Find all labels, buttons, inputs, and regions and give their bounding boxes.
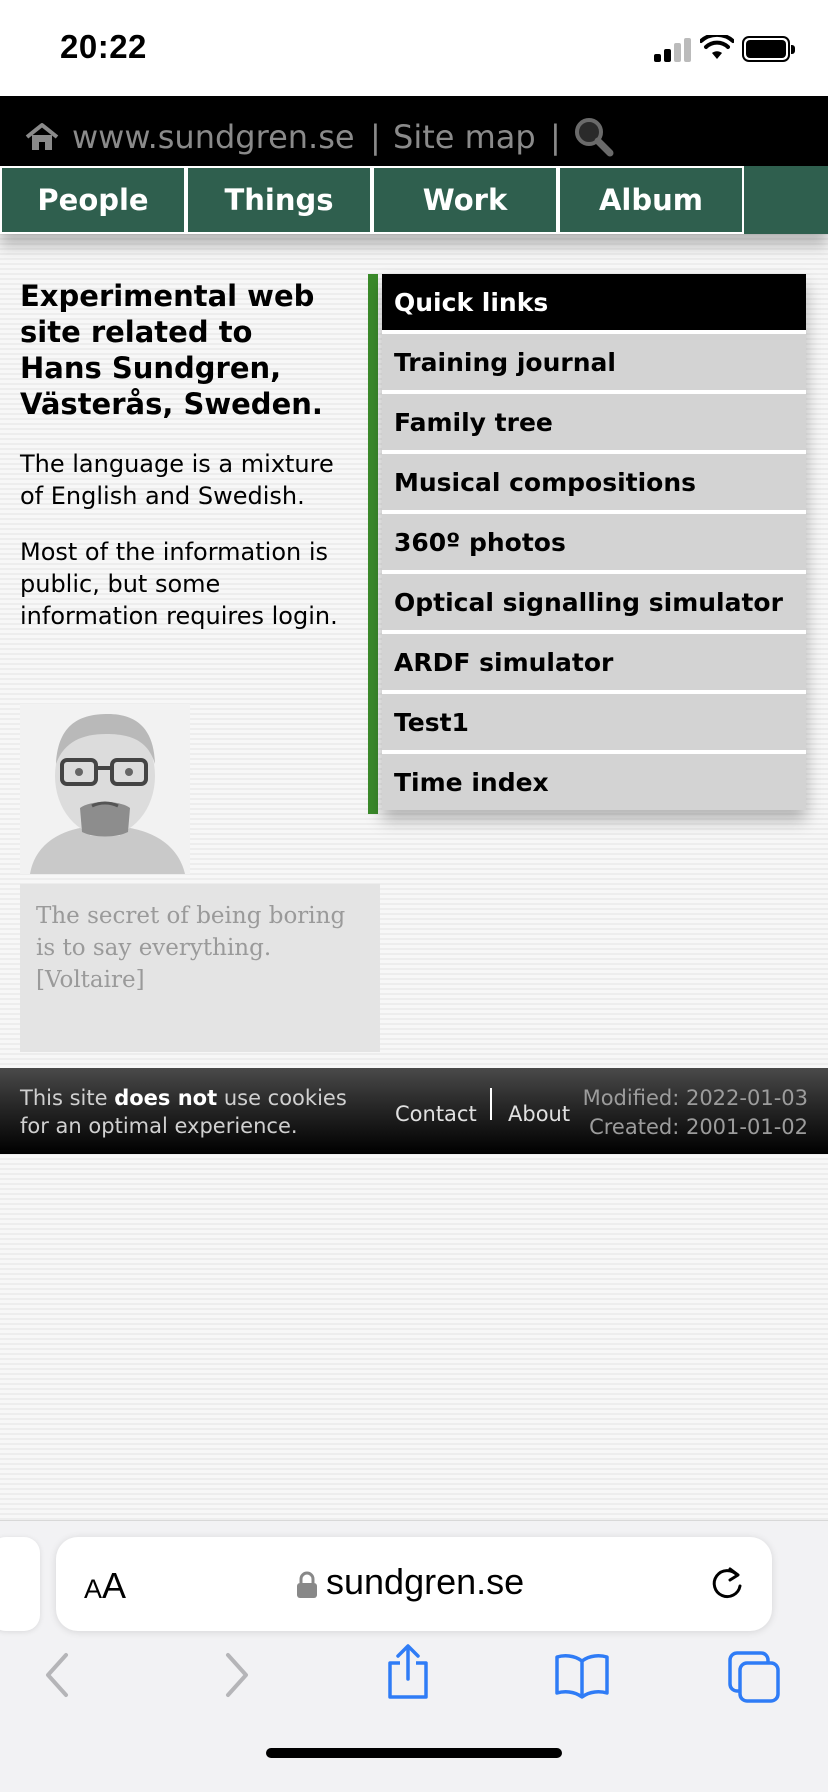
reader-settings-button[interactable]: [84, 1565, 126, 1607]
quick-link-ardf-simulator[interactable]: ARDF simulator: [382, 634, 806, 690]
quick-link-test1[interactable]: Test1: [382, 694, 806, 750]
sitemap-link[interactable]: Site map: [393, 118, 536, 156]
quote-text: The secret of being boring is to say everything. [Voltaire]: [36, 903, 346, 993]
quick-link-training-journal[interactable]: Training journal: [382, 334, 806, 390]
nav-work[interactable]: Work: [372, 166, 558, 234]
site-header: [0, 96, 828, 166]
previous-tab-preview[interactable]: [0, 1537, 40, 1631]
cookie-text-end: use cookies for an optimal experience.: [20, 1086, 347, 1138]
battery-icon: [742, 36, 790, 62]
signal-icon: [654, 38, 690, 62]
about-link[interactable]: About: [508, 1102, 571, 1126]
nav-album[interactable]: Album: [558, 166, 744, 234]
main-nav: [0, 166, 828, 234]
quick-link-musical-compositions[interactable]: Musical compositions: [382, 454, 806, 510]
aa-small: A: [84, 1574, 103, 1604]
quick-link-time-index[interactable]: Time index: [382, 754, 806, 810]
bookmarks-icon[interactable]: [554, 1651, 610, 1699]
quick-link-optical-signalling-simulator[interactable]: Optical signalling simulator: [382, 574, 806, 630]
quick-links-title: Quick links: [382, 274, 806, 330]
back-icon[interactable]: [42, 1651, 72, 1699]
tabs-icon[interactable]: [728, 1651, 782, 1703]
quote-box: [20, 884, 380, 1052]
home-indicator: [266, 1748, 562, 1758]
share-icon[interactable]: [384, 1643, 432, 1701]
status-bar: [0, 0, 828, 96]
search-icon[interactable]: [572, 116, 616, 158]
nav-things[interactable]: Things: [186, 166, 372, 234]
contact-link[interactable]: Contact: [395, 1102, 477, 1126]
wifi-icon: [700, 35, 734, 61]
created-date: Created: 2001-01-02: [589, 1115, 808, 1139]
modified-date: Modified: 2022-01-03: [582, 1086, 808, 1110]
quick-links-panel: [382, 274, 806, 810]
home-icon[interactable]: [24, 122, 60, 152]
page-dates: [583, 1084, 808, 1142]
quick-link-family-tree[interactable]: Family tree: [382, 394, 806, 450]
cookie-notice: [20, 1084, 380, 1140]
intro-paragraph: The language is a mixture of English and Swedish.: [20, 450, 334, 510]
quicklinks-accent-bar: [368, 274, 378, 814]
forward-icon[interactable]: [222, 1651, 252, 1699]
page-footer: [0, 1068, 828, 1154]
cookie-text-start: This site: [20, 1086, 115, 1110]
nav-people[interactable]: People: [0, 166, 186, 234]
url-domain[interactable]: sundgren.se: [326, 1561, 525, 1602]
status-time: 20:22: [60, 28, 147, 65]
header-separator: |: [370, 118, 381, 156]
cookie-text-emphasis: does not: [114, 1086, 218, 1110]
footer-divider: [490, 1088, 492, 1120]
site-home-link[interactable]: www.sundgren.se: [72, 118, 355, 156]
intro-paragraph: Most of the information is public, but some information requires login.: [20, 538, 338, 630]
header-separator: |: [550, 118, 561, 156]
quick-link-360-photos[interactable]: 360º photos: [382, 514, 806, 570]
reload-icon[interactable]: [708, 1565, 746, 1603]
lock-icon: [296, 1571, 318, 1599]
page-title: Experimental web site related to Hans Sundgren, Västerås, Sweden.: [20, 279, 323, 421]
address-bar[interactable]: [56, 1537, 772, 1631]
portrait-photo: [20, 704, 190, 874]
aa-large: A: [102, 1565, 127, 1606]
